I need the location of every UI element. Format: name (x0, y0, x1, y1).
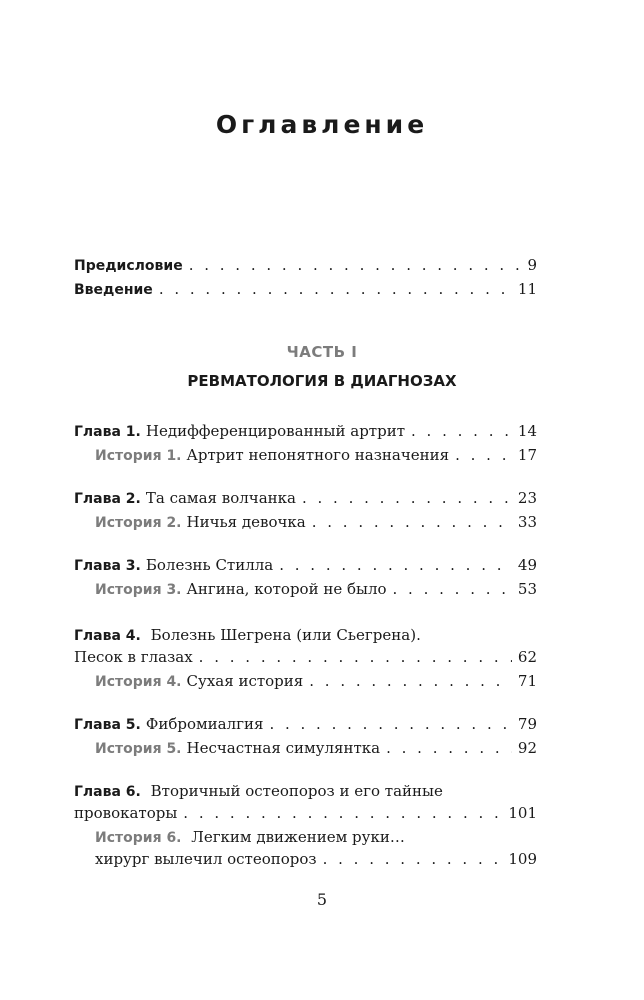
toc-entry-chapter[interactable] (74, 624, 537, 668)
leader-dots (312, 511, 512, 533)
story-title-line-2 (95, 848, 537, 870)
toc-entry-chapter[interactable] (74, 554, 537, 576)
toc-page-number: 23 (517, 489, 537, 507)
toc-chapter-3 (74, 554, 537, 602)
chapter-label: Глава 6. (74, 784, 141, 800)
toc-chapter-1 (74, 420, 537, 468)
chapter-label: Глава 3. (74, 558, 141, 574)
toc-entry-title: Введение (74, 282, 153, 298)
toc-page-number: 33 (517, 513, 537, 531)
chapter-title-line-2 (74, 802, 537, 824)
toc-entry-story[interactable] (74, 737, 537, 759)
toc-entry-chapter[interactable] (74, 780, 537, 824)
story-label: История 5. (95, 741, 182, 757)
toc-chapter-6 (74, 780, 537, 872)
story-title: Легким движением руки… (191, 828, 405, 846)
chapter-title-line-2 (74, 646, 537, 668)
story-title: Ничья девочка (186, 513, 306, 531)
story-title: Несчастная симулянтка (186, 739, 381, 757)
leader-dots (411, 420, 512, 442)
toc-page-number: 62 (517, 648, 537, 666)
chapter-title-continued: провокаторы (74, 804, 178, 822)
leader-dots (309, 670, 512, 692)
toc-entry-chapter[interactable] (74, 487, 537, 509)
toc-chapter-2 (74, 487, 537, 535)
leader-dots (189, 254, 522, 276)
leader-dots (323, 848, 503, 870)
chapter-title: Та самая волчанка (145, 489, 296, 507)
toc-page-number: 79 (517, 715, 537, 733)
chapter-title: Фибромиалгия (145, 715, 264, 733)
leader-dots (393, 578, 512, 600)
story-label: История 1. (95, 448, 182, 464)
leader-dots (386, 737, 512, 759)
toc-page-number: 53 (517, 580, 537, 598)
toc-entry-story[interactable] (74, 511, 537, 533)
toc-chapter-5 (74, 713, 537, 761)
story-title: Артрит непонятного назначения (186, 446, 450, 464)
chapter-title-line-1 (74, 780, 537, 802)
story-title: Сухая история (186, 672, 304, 690)
leader-dots (279, 554, 512, 576)
page-number: 5 (316, 890, 328, 909)
leader-dots (455, 444, 512, 466)
toc-entry-introduction[interactable] (74, 278, 537, 300)
chapter-label: Глава 2. (74, 491, 141, 507)
toc-page-number: 17 (517, 446, 537, 464)
leader-dots (302, 487, 512, 509)
story-label: История 4. (95, 674, 182, 690)
toc-page-number: 11 (517, 280, 537, 298)
story-label: История 3. (95, 582, 182, 598)
toc-page-number: 109 (508, 850, 537, 868)
toc-page-number: 101 (508, 804, 537, 822)
story-title: Ангина, которой не было (186, 580, 387, 598)
story-title-line-1 (95, 826, 537, 848)
chapter-label: Глава 5. (74, 717, 141, 733)
toc-entry-chapter[interactable] (74, 420, 537, 442)
toc-entry-chapter[interactable] (74, 713, 537, 735)
story-title-continued: хирург вылечил остеопороз (95, 850, 317, 868)
toc-entry-story[interactable] (74, 826, 537, 870)
toc-page-number: 92 (517, 739, 537, 757)
leader-dots (199, 646, 512, 668)
toc-page-number: 14 (517, 422, 537, 440)
story-label: История 2. (95, 515, 182, 531)
chapter-title: Вторичный остеопороз и его тайные (150, 782, 443, 800)
toc-entry-story[interactable] (74, 578, 537, 600)
page-title: Оглавление (215, 110, 429, 139)
toc-entry-preface[interactable] (74, 254, 537, 276)
part-label: ЧАСТЬ I (286, 343, 358, 361)
toc-entry-story[interactable] (74, 670, 537, 692)
toc-entry-story[interactable] (74, 444, 537, 466)
toc-page-number: 9 (527, 256, 537, 274)
chapter-title: Болезнь Шегрена (или Сьегрена). (150, 626, 421, 644)
toc-entry-title: Предисловие (74, 258, 183, 274)
chapter-title: Недифференцированный артрит (145, 422, 406, 440)
chapter-label: Глава 4. (74, 628, 141, 644)
chapter-title: Болезнь Стилла (145, 556, 274, 574)
story-label: История 6. (95, 830, 182, 846)
chapter-title-continued: Песок в глазах (74, 648, 193, 666)
toc-front-matter (74, 254, 537, 302)
leader-dots (183, 802, 502, 824)
leader-dots (159, 278, 512, 300)
toc-page-number: 71 (517, 672, 537, 690)
chapter-label: Глава 1. (74, 424, 141, 440)
part-title: РЕВМАТОЛОГИЯ В ДИАГНОЗАХ (187, 372, 457, 390)
toc-page-number: 49 (517, 556, 537, 574)
toc-chapter-4 (74, 624, 537, 694)
leader-dots (269, 713, 511, 735)
chapter-title-line-1 (74, 624, 537, 646)
